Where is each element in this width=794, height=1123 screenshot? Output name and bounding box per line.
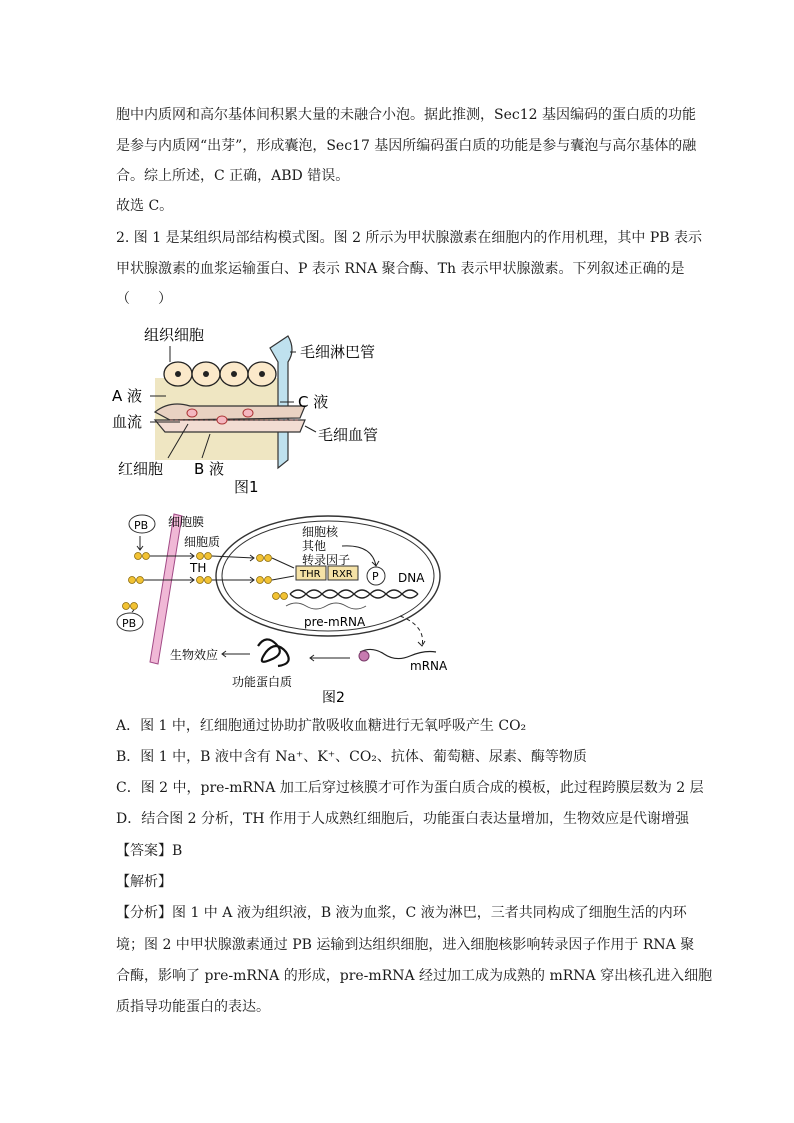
label-p: P (372, 570, 379, 583)
analysis-line: 合酶，影响了 pre-mRNA 的形成，pre-mRNA 经过加工成为成熟的 mRNA 穿出核孔进入细胞 (116, 968, 713, 984)
label-red-cell: 红细胞 (118, 460, 164, 478)
label-liquid-b: B 液 (194, 460, 225, 478)
figure-2-caption: 图2 (322, 690, 345, 706)
figure-1-tissue-diagram (110, 320, 410, 500)
option-a: A．图 1 中，红细胞通过协助扩散吸收血糖进行无氧呼吸产生 CO₂ (116, 718, 527, 734)
analysis-label: 【解析】 (116, 874, 172, 890)
label-cytoplasm: 细胞质 (184, 535, 221, 549)
analysis-line: 【分析】图 1 中 A 液为组织液，B 液为血浆，C 液为淋巴，三者共同构成了细胞生活的内环 (116, 905, 687, 921)
label-other: 其他 (302, 539, 327, 553)
question-stem-line: （ ） (116, 291, 172, 307)
analysis-line: 境；图 2 中甲状腺激素通过 PB 运输到达组织细胞，进入细胞核影响转录因子作用于 RNA 聚 (116, 937, 695, 953)
label-pre-mrna: pre-mRNA (304, 615, 366, 629)
label-func-protein: 功能蛋白质 (232, 675, 293, 689)
label-lymph-capillary: 毛细淋巴管 (300, 343, 376, 361)
label-tissue-cell: 组织细胞 (144, 326, 205, 344)
ribosome (359, 651, 369, 661)
figure-2-mechanism-diagram (110, 506, 470, 706)
paragraph-line: 合。综上所述，C 正确，ABD 错误。 (116, 168, 350, 184)
label-bio-effect: 生物效应 (170, 648, 219, 662)
label-mrna: mRNA (410, 659, 448, 673)
label-capillary: 毛细血管 (318, 426, 379, 444)
cell-membrane-shape (150, 514, 182, 664)
red-blood-cell (243, 409, 253, 417)
analysis-line: 质指导功能蛋白的表达。 (116, 999, 270, 1015)
paragraph-line: 胞中内质网和高尔基体间积累大量的未融合小泡。据此推测，Sec12 基因编码的蛋白质的功能 (116, 107, 696, 123)
question-stem-line: 甲状腺激素的血浆运输蛋白、P 表示 RNA 聚合酶、Th 表示甲状腺激素。下列叙述正确的是 (116, 261, 685, 277)
label-blood-flow: 血流 (112, 413, 143, 431)
label-dna: DNA (398, 571, 425, 585)
answer-line (116, 843, 686, 859)
label-liquid-c: C 液 (298, 393, 329, 411)
option-d: D．结合图 2 分析，TH 作用于人成熟红细胞后，功能蛋白表达量增加，生物效应是代谢增强 (116, 811, 690, 827)
answer-label: 【答案】 (116, 843, 172, 859)
option-b: B．图 1 中，B 液中含有 Na⁺、K⁺、CO₂、抗体、葡萄糖、尿素、酶等物质 (116, 749, 587, 765)
paragraph-line: 故选 C。 (116, 198, 174, 214)
pre-mrna-strand (286, 603, 366, 609)
label-nucleus: 细胞核 (302, 525, 339, 539)
label-transcription-factor: 转录因子 (302, 553, 351, 567)
option-c: C．图 2 中，pre-mRNA 加工后穿过核膜才可作为蛋白质合成的模板，此过程跨膜层数为 2 层 (116, 780, 704, 796)
figure-1-caption: 图1 (234, 478, 259, 496)
label-pb-bottom: PB (122, 617, 137, 630)
red-blood-cell (217, 416, 227, 424)
mrna-strand (360, 649, 436, 658)
blood-capillary-shape (155, 404, 305, 432)
functional-protein-shape (258, 639, 289, 666)
label-pb-top: PB (134, 519, 149, 532)
paragraph-line: 是参与内质网“出芽”，形成囊泡，Sec17 基因所编码蛋白质的功能是参与囊泡与高尔基体的融 (116, 138, 697, 154)
label-thr: THR (300, 569, 321, 580)
red-blood-cell (187, 409, 197, 417)
label-liquid-a: A 液 (112, 387, 143, 405)
label-cell-membrane: 细胞膜 (168, 515, 205, 529)
question-stem-line: 2. 图 1 是某组织局部结构模式图。图 2 所示为甲状腺激素在细胞内的作用机理，其中 PB 表示 (116, 230, 703, 246)
answer-value: B (172, 843, 183, 859)
label-th: TH (190, 561, 207, 575)
label-rxr: RXR (332, 569, 353, 580)
